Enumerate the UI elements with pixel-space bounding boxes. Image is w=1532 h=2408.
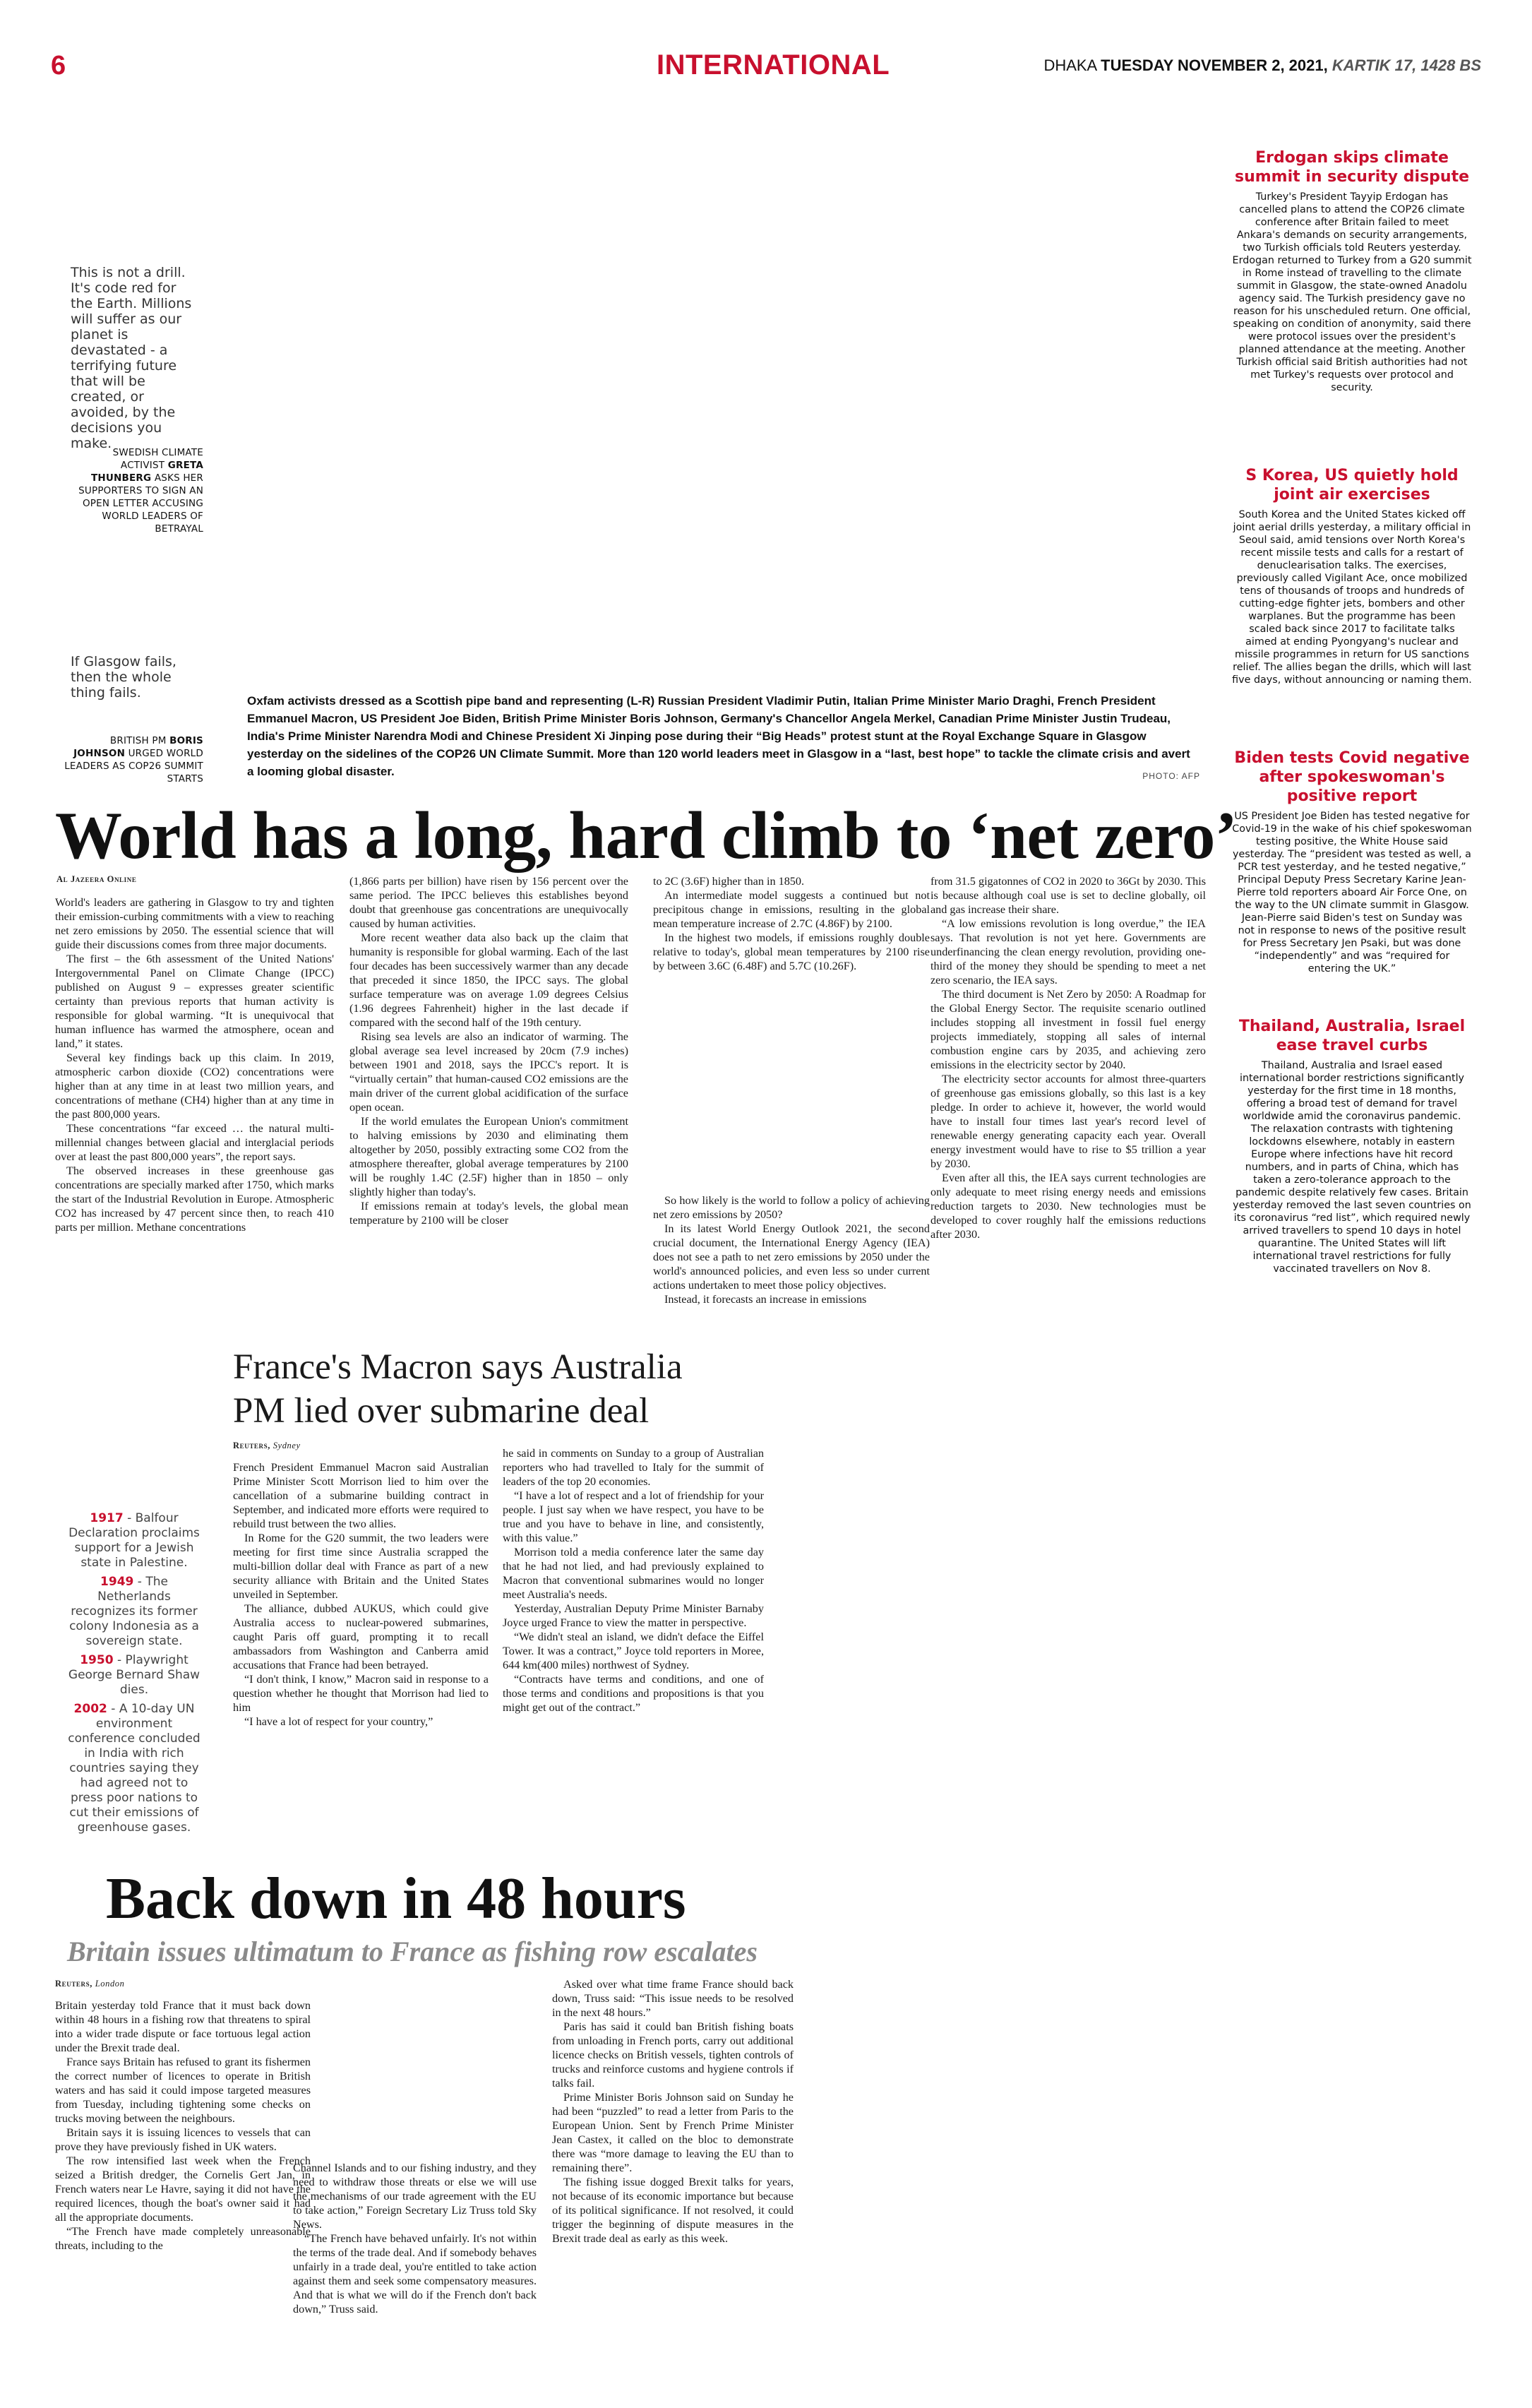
- paragraph: The alliance, dubbed AUKUS, which could give Australia access to nuclear-powered submarines, caught Paris off guard, prompting it to recall ambassadors from Washington and Canberra amid accusations that France had been betrayed.: [233, 1602, 489, 1671]
- paragraph: Asked over what time frame France should back down, Truss said: “This issue needs to be resolved in the next 48 hours.”: [552, 1978, 794, 2019]
- paragraph: “I have a lot of respect and a lot of friendship for your people. I just say when we have respect, you have to be true and you have to behave in line, and consistently, with this value.”: [503, 1489, 764, 1544]
- paragraph: In Rome for the G20 summit, the two leaders were meeting for first time since Australia scrapped the multi-billion dollar deal with France as part of a new security alliance with Britain and the United States unveiled in September.: [233, 1532, 489, 1601]
- story3-column-1: [55, 1998, 311, 2253]
- news-photo: [247, 127, 1197, 674]
- paragraph: Paris has said it could ban British fishing boats from unloading in French ports, carry out additional licence checks on British vessels, tighten controls of trucks and reinforce customs and hygiene controls if talks fail.: [552, 2020, 794, 2090]
- this-day-text: - The Netherlands recognizes its former colony Indonesia as a sovereign state.: [69, 1575, 199, 1648]
- paragraph: “I have a lot of respect for your country,”: [244, 1715, 433, 1728]
- byline-agency: Reuters,: [233, 1441, 270, 1450]
- story2-column-2: [503, 1446, 764, 1715]
- byline-agency: Reuters,: [55, 1979, 92, 1989]
- paragraph: The row intensified last week when the French seized a British dredger, the Cornelis Gert Jan, in French waters near Le Havre, saying it did not have the required licences, though the boat's owner said it had all the appropriate documents.: [55, 2154, 311, 2224]
- headline-line-1: France's Macron says Australia: [233, 1347, 683, 1387]
- paragraph: “Contracts have terms and conditions, and one of those terms and conditions and propositions is that you might get out of the contract.”: [503, 1673, 764, 1714]
- paragraph: (1,866 parts per billion) have risen by 156 percent over the same period. The IPCC believes this establishes beyond doubt that greenhouse gas concentrations are unequivocally caused by human activities.: [349, 875, 628, 930]
- headline-fishing: Back down in 48 hours: [106, 1866, 686, 1931]
- headline-macron: [233, 1345, 683, 1433]
- this-day-item: [65, 1511, 203, 1570]
- this-day-year: 1917: [90, 1511, 124, 1525]
- story3-column-3: [552, 1977, 794, 2246]
- paragraph: Yesterday, Australian Deputy Prime Minister Barnaby Joyce urged France to view the matter in perspective.: [503, 1602, 764, 1629]
- paragraph: The first – the 6th assessment of the United Nations' Intergovernmental Panel on Climate Change (IPCC) published on August 9 – expresses greater scientific certainty than previous reports that human activity is responsible for global warming. “It is unequivocal that human influence has warmed the atmosphere, ocean and land,” it states.: [55, 953, 334, 1050]
- byline: [55, 1979, 125, 1989]
- paragraph: “I don't think, I know,” Macron said in response to a question whether he thought that Morrison had lied to him: [233, 1673, 489, 1714]
- paragraph: An intermediate model suggests a continued but not precipitous change in emissions, resulting in the global mean temperature increase of 2.7C (4.86F) by 2100.: [653, 889, 930, 930]
- paragraph: In the highest two models, if emissions roughly double relative to today's, global mean temperatures by 2100 rise by between 3.6C (6.48F) and 5.7C (10.26F).: [653, 931, 930, 972]
- story1-column-4: [930, 874, 1206, 1241]
- paragraph: “The French have made completely unreasonable threats, including to the: [55, 2225, 311, 2252]
- story1-column-1: [55, 895, 334, 1234]
- byline-place: Sydney: [273, 1441, 301, 1450]
- brief-body: US President Joe Biden has tested negative for Covid-19 in the wake of his chief spokeswoman testing positive, the White House said yesterday. The “president was tested as well, a PCR test yesterday, and he tested negative,” Principal Deputy Press Secretary Karine Jean-Pierre told reporters aboard Air Force One, on the way to the UN climate summit in Glasgow. Jean-Pierre said Biden's test on Sunday was not in response to news of the positive result for Press Secretary Jen Psaki, but was done “independently” and was “required for entering the UK.”: [1232, 811, 1472, 974]
- this-day-text: - A 10-day UN environment conference concluded in India with rich countries saying they had agreed not to press poor nations to cut their emissions of greenhouse gases.: [68, 1702, 201, 1835]
- story1-column-2: [349, 874, 628, 1227]
- this-day-year: 1949: [100, 1575, 134, 1589]
- paragraph: So how likely is the world to follow a policy of achieving net zero emissions by 2050?: [653, 1194, 930, 1221]
- news-brief-erdogan: [1232, 148, 1472, 394]
- headline-line-2: PM lied over submarine deal: [233, 1391, 650, 1431]
- paragraph: The electricity sector accounts for almost three-quarters of greenhouse gas emissions globally, so this last is a key pledge. In order to achieve it, however, the world would have to install four times last year's record level of renewable energy generating capacity each year. Overall energy investment would have to rise to $5 trillion a year by 2030.: [930, 1073, 1206, 1170]
- quote-johnson-attribution: [64, 734, 203, 785]
- page-number: 6: [51, 51, 66, 81]
- paragraph: Channel Islands and to our fishing industry, and they need to withdraw those threats or else we will use the mechanisms of our trade agreement with the EU to take action,” Foreign Secretary Liz Truss told Sky News.: [293, 2162, 537, 2231]
- brief-headline: Erdogan skips climate summit in security dispute: [1234, 149, 1470, 186]
- paragraph: If emissions remain at today's levels, the global mean temperature by 2100 will be closer: [349, 1200, 628, 1227]
- quote-attr-name: BORIS JOHNSON: [73, 735, 203, 759]
- this-day-list: [65, 1511, 203, 1835]
- this-day-year: 2002: [73, 1702, 107, 1716]
- photo-caption: Oxfam activists dressed as a Scottish pipe band and representing (L-R) Russian President Vladimir Putin, Italian Prime Minister Mario Draghi, French President Emmanuel Macron, US President Joe Biden, British Prime Minister Boris Johnson, Germany's Chancellor Angela Merkel, Canadian Prime Minister Justin Trudeau, India's Prime Minister Narendra Modi and Chinese President Xi Jinping pose during their “Big Heads” protest stunt at the Royal Exchange Square in Glasgow yesterday on the sidelines of the COP26 UN Climate Summit. More than 120 world leaders meet in Glasgow in a “last, best hope” to tackle the climate crisis and avert a looming global disaster.: [247, 694, 1190, 778]
- dateline-date: TUESDAY NOVEMBER 2, 2021,: [1101, 56, 1328, 74]
- quote-attr-pre: SWEDISH CLIMATE ACTIVIST: [112, 447, 203, 471]
- paragraph: Rising sea levels are also an indicator of warming. The global average sea level increased by 20cm (7.9 inches) between 1901 and 2018, says the IPCC's report. It is “virtually certain” that human-caused CO2 emissions are the main driver of the current global acidification of the surface open ocean.: [349, 1030, 628, 1114]
- paragraph: More recent weather data also back up the claim that humanity is responsible for global warming. Each of the last four decades has been successively warmer than any decade that preceded it since 1850, the IPCC says. The global surface temperature was on average 1.09 degrees Celsius (1.96 degrees Fahrenheit) higher in the last decade if compared with the second half of the 19th century.: [349, 931, 628, 1029]
- paragraph: The fishing issue dogged Brexit talks for years, not because of its economic importance but because of its political significance. If not resolved, it could trigger the beginning of dispute measures in the Brexit trade deal as early as this week.: [552, 2176, 794, 2245]
- dateline-city: DHAKA: [1043, 56, 1097, 74]
- paragraph: “The French have behaved unfairly. It's not within the terms of the trade deal. And if somebody behaves unfairly in a trade deal, you're entitled to take action against them and seek some compensatory measures. And that is what we will do if the French don't back down,” Truss said.: [293, 2232, 537, 2315]
- this-day-text: - Balfour Declaration proclaims support for a Jewish state in Palestine.: [68, 1511, 200, 1570]
- this-day-text: - Playwright George Bernard Shaw dies.: [68, 1653, 201, 1697]
- story2-column-1: [233, 1460, 489, 1729]
- paragraph: from 31.5 gigatonnes of CO2 in 2020 to 36Gt by 2030. This is because although coal use is set to decline globally, oil and gas increase their share.: [930, 875, 1206, 916]
- paragraph: Even after all this, the IEA says current technologies are only adequate to meet rising energy needs and emissions reduction targets to 2030. New technologies must be developed to cover roughly half the emissions reductions after 2030.: [930, 1172, 1206, 1241]
- news-brief-travel: [1232, 1017, 1472, 1275]
- this-day-item: [65, 1653, 203, 1698]
- paragraph: French President Emmanuel Macron said Australian Prime Minister Scott Morrison lied to him over the cancellation of a submarine building contract in September, and indicated more efforts were required to rebuild trust between the two allies.: [233, 1461, 489, 1530]
- quote-greta: This is not a drill. It's code red for the Earth. Millions will suffer as our planet is devastated - a terrifying future that will be created, or avoided, by the decisions you make.: [71, 265, 192, 451]
- brief-body: South Korea and the United States kicked off joint aerial drills yesterday, a military official in Seoul said, amid tensions over North Korea's recent missile tests and calls for a restart of denuclearisation talks. The exercises, previously called Vigilant Ace, once mobilized tens of thousands of troops and hundreds of cutting-edge fighter jets, bombers and other warplanes. But the programme has been scaled back since 2017 to facilitate talks aimed at ending Pyongyang's nuclear and missile programmes in return for US sanctions relief. The allies began the drills, which will last five days, without announcing or naming them.: [1232, 509, 1472, 686]
- headline-net-zero: World has a long, hard climb to ‘net zero’: [55, 798, 1238, 873]
- byline: [233, 1441, 301, 1451]
- quote-attr-pre: BRITISH PM: [109, 735, 167, 746]
- brief-body: Thailand, Australia and Israel eased international border restrictions significantly yesterday for the first time in 18 months, offering a broad test of demand for travel worldwide amid the coronavirus pandemic. The relaxation contrasts with tightening lockdowns elsewhere, notably in eastern Europe where infections have hit record numbers, and in parts of China, which has taken a zero-tolerance approach to the pandemic despite relatively few cases. Britain yesterday removed the last seven countries on its coronavirus “red list”, which required newly arrived travellers to spend 10 days in hotel quarantine. The United States will lift international travel restrictions for fully vaccinated travellers on Nov 8.: [1233, 1060, 1471, 1275]
- this-day-item: [65, 1702, 203, 1835]
- story1-column-3-bottom: [653, 1193, 930, 1306]
- subheadline-fishing: Britain issues ultimatum to France as fishing row escalates: [67, 1936, 758, 1967]
- quote-attr-name: GRETA THUNBERG: [90, 460, 203, 484]
- news-brief-korea: [1232, 466, 1472, 686]
- brief-headline: Biden tests Covid negative after spokeswoman's positive report: [1234, 749, 1470, 805]
- dateline: [1043, 56, 1481, 75]
- paragraph: Prime Minister Boris Johnson said on Sunday he had been “puzzled” to read a letter from Paris to the European Union. Sent by French Prime Minister Jean Castex, it called on the bloc to demonstrate there was “more damage to leaving the EU than to remaining there”.: [552, 2091, 794, 2174]
- dateline-bengali-date: KARTIK 17, 1428 BS: [1331, 56, 1481, 74]
- quote-johnson: If Glasgow fails, then the whole thing fails.: [71, 654, 176, 701]
- paragraph: If the world emulates the European Union's commitment to halving emissions by 2030 and eliminating them altogether by 2050, possibly extracting some CO2 from the atmosphere thereafter, global average temperatures by 2100 will be roughly 1.4C (2.5F) higher than in 1850 – only slightly higher than today's.: [349, 1115, 628, 1198]
- byline: Al Jazeera Online: [56, 874, 137, 884]
- paragraph: France says Britain has refused to grant its fishermen the correct number of licences to operate in British waters and has said it could impose targeted measures from Tuesday, including tightening some checks on trucks moving between the neighbours.: [55, 2056, 311, 2125]
- paragraph: to 2C (3.6F) higher than in 1850.: [653, 875, 805, 888]
- brief-headline: Thailand, Australia, Israel ease travel curbs: [1238, 1018, 1466, 1054]
- story1-column-3-top: [653, 874, 930, 973]
- quote-attr-post: URGED WORLD LEADERS AS COP26 SUMMIT STARTS: [64, 748, 203, 785]
- paragraph: The observed increases in these greenhouse gas concentrations are specially marked after 1750, which marks the start of the Industrial Revolution in Europe. Atmospheric CO2 has increased by 47 percent since then, to reach 410 parts per million. Methane concentrations: [55, 1164, 334, 1234]
- paragraph: Britain says it is issuing licences to vessels that can prove they have previously fished in UK waters.: [55, 2126, 311, 2153]
- section-title: INTERNATIONAL: [657, 49, 890, 81]
- brief-headline: S Korea, US quietly hold joint air exercises: [1245, 467, 1459, 503]
- paragraph: The third document is Net Zero by 2050: A Roadmap for the Global Energy Sector. The requisite scenario outlined includes stopping all investment in fossil fuel energy projects immediately, stopping all sales of internal combustion engine cars by 2035, and achieving zero emissions in the electricity sector by 2040.: [930, 988, 1206, 1071]
- paragraph: These concentrations “far exceed … the natural multi-millennial changes between glacial and interglacial periods over at least the past 800,000 years”, the report says.: [55, 1122, 334, 1163]
- paragraph: Britain yesterday told France that it must back down within 48 hours in a fishing row that threatens to spiral into a wider trade dispute or face tortuous legal action under the Brexit trade deal.: [55, 1999, 311, 2054]
- this-day-year: 1950: [80, 1653, 114, 1667]
- quote-greta-attribution: [71, 446, 203, 535]
- quote-attr-post: ASKS HER SUPPORTERS TO SIGN AN OPEN LETTER ACCUSING WORLD LEADERS OF BETRAYAL: [78, 472, 203, 535]
- paragraph: Instead, it forecasts an increase in emissions: [664, 1293, 867, 1306]
- this-day-item: [65, 1575, 203, 1649]
- paragraph: “We didn't steal an island, we didn't deface the Eiffel Tower. It was a contract,” Joyce told reporters in Moree, 644 km(400 miles) northwest of Sydney.: [503, 1631, 764, 1671]
- paragraph: In its latest World Energy Outlook 2021, the second crucial document, the International Energy Agency (IEA) does not see a path to net zero emissions by 2050 under the world's announced policies, and even less so under current actions undertaken to meet those policy objectives.: [653, 1222, 930, 1292]
- story3-column-2: [293, 2161, 537, 2316]
- brief-body: Turkey's President Tayyip Erdogan has cancelled plans to attend the COP26 climate conference after Britain failed to meet Ankara's demands on security arrangements, two Turkish officials told Reuters yesterday. Erdogan returned to Turkey from a G20 summit in Rome instead of travelling to the climate summit in Glasgow, the state-owned Anadolu agency said. The Turkish presidency gave no reason for his unscheduled return. One official, speaking on condition of anonymity, said there were protocol issues over the president's planned attendance at the meeting. Another Turkish official said British authorities had not met Turkey's requests over protocol and security.: [1232, 191, 1472, 393]
- paragraph: Morrison told a media conference later the same day that he had not lied, and had previously explained to Macron that conventional submarines would no longer meet Australia's needs.: [503, 1546, 764, 1601]
- byline-place: London: [95, 1979, 125, 1989]
- news-brief-biden: [1232, 749, 1472, 975]
- photo-credit: PHOTO: AFP: [1142, 771, 1200, 781]
- paragraph: Several key findings back up this claim. In 2019, atmospheric carbon dioxide (CO2) concentrations were higher than at any time in at least two million years, and concentrations of methane (CH4) higher than at any time in the past 800,000 years.: [55, 1051, 334, 1121]
- paragraph: “A low emissions revolution is long overdue,” the IEA says. That revolution is not yet here. Governments are underfinancing the clean energy revolution, providing one-third of the money they should be spending to meet a net zero scenario, the IEA says.: [930, 917, 1206, 987]
- paragraph: World's leaders are gathering in Glasgow to try and tighten their emission-curbing commitments with a view to reaching net zero emissions by 2050. The essential science that will guide their discussions comes from three major documents.: [55, 896, 334, 951]
- paragraph: he said in comments on Sunday to a group of Australian reporters who had travelled to Italy for the summit of leaders of the top 20 economies.: [503, 1447, 764, 1488]
